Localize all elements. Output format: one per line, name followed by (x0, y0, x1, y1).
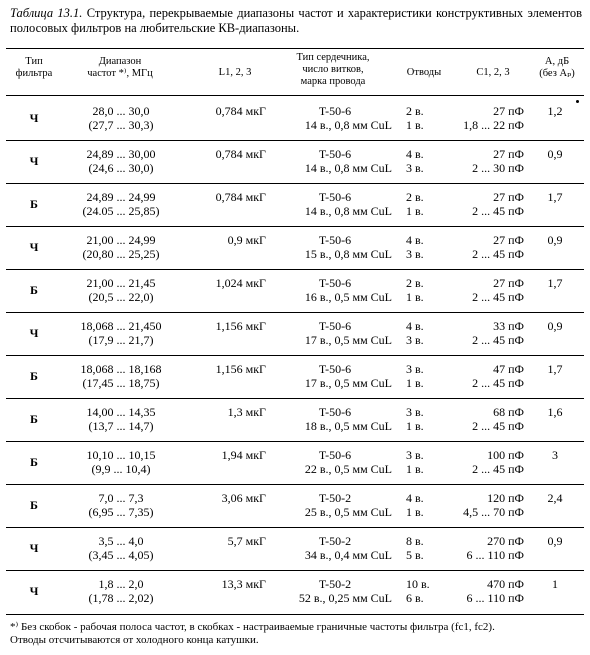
cell-winding: 52 в., 0,25 мм CuL (298, 591, 392, 605)
cell-type: Б (30, 498, 38, 512)
cell-trimmer: 2 ... 30 пФ (472, 161, 524, 175)
cell-tap-2: 1 в. (406, 118, 424, 132)
row-divider (6, 226, 584, 227)
cell-tap-2: 1 в. (406, 204, 424, 218)
cell-inductance: 1,156 мкГ (215, 362, 266, 376)
cell-core-type: T-50-6 (318, 190, 352, 204)
cell-range-tunable: (20,80 ... 25,25) (82, 247, 160, 261)
cell-range-working: 28,0 ... 30,0 (92, 104, 150, 118)
cell-tap-2: 1 в. (406, 419, 424, 433)
cell-tap-2: 3 в. (406, 161, 424, 175)
cell-type: Ч (29, 326, 39, 340)
cell-tap-1: 2 в. (406, 276, 424, 290)
row-divider (6, 183, 584, 184)
cell-range-tunable: (27,7 ... 30,3) (88, 118, 154, 132)
cell-core-type: T-50-6 (318, 276, 352, 290)
cell-range-working: 24,89 ... 24,99 (86, 190, 156, 204)
row-divider (6, 355, 584, 356)
cell-type: Ч (29, 240, 39, 254)
cell-tap-1: 3 в. (406, 405, 424, 419)
cell-winding: 14 в., 0,8 мм CuL (304, 204, 392, 218)
cell-capacitance: 120 пФ (487, 491, 524, 505)
cell-range-tunable: (1,78 ... 2,02) (88, 591, 154, 605)
cell-capacitance: 47 пФ (493, 362, 524, 376)
cell-core-type: T-50-6 (318, 319, 352, 333)
cell-capacitance: 270 пФ (487, 534, 524, 548)
cell-attenuation: 0,9 (547, 534, 563, 548)
cell-range-tunable: (9,9 ... 10,4) (91, 462, 151, 476)
cell-tap-1: 4 в. (406, 147, 424, 161)
cell-type: Б (30, 412, 38, 426)
cell-tap-1: 2 в. (406, 104, 424, 118)
cell-tap-1: 4 в. (406, 233, 424, 247)
cell-capacitance: 27 пФ (493, 104, 524, 118)
cell-core-type: T-50-2 (318, 577, 352, 591)
cell-attenuation: 0,9 (547, 233, 563, 247)
cell-attenuation: 1 (552, 577, 558, 591)
cell-capacitance: 27 пФ (493, 233, 524, 247)
row-divider (6, 269, 584, 270)
cell-range-tunable: (24.05 ... 25,85) (82, 204, 160, 218)
cell-type: Ч (29, 111, 39, 125)
table-top-rule (6, 48, 584, 49)
cell-attenuation: 1,7 (547, 276, 563, 290)
header-attenuation: A, дБ (без Aₚ) (539, 56, 575, 79)
cell-inductance: 13,3 мкГ (221, 577, 266, 591)
cell-tap-2: 1 в. (406, 290, 424, 304)
cell-inductance: 1,94 мкГ (221, 448, 266, 462)
cell-range-tunable: (13,7 ... 14,7) (88, 419, 154, 433)
cell-type: Б (30, 369, 38, 383)
stray-mark (576, 100, 579, 103)
cell-type: Б (30, 197, 38, 211)
cell-attenuation: 1,2 (547, 104, 563, 118)
cell-tap-1: 2 в. (406, 190, 424, 204)
cell-winding: 25 в., 0,5 мм CuL (304, 505, 392, 519)
table-caption (10, 6, 582, 36)
cell-inductance: 1,024 мкГ (215, 276, 266, 290)
cell-winding: 17 в., 0,5 мм CuL (304, 333, 392, 347)
cell-range-tunable: (24,6 ... 30,0) (88, 161, 154, 175)
cell-range-working: 3,5 ... 4,0 (98, 534, 144, 548)
cell-range-working: 21,00 ... 24,99 (86, 233, 156, 247)
cell-core-type: T-50-6 (318, 104, 352, 118)
cell-tap-2: 1 в. (406, 376, 424, 390)
cell-winding: 15 в., 0,8 мм CuL (304, 247, 392, 261)
cell-trimmer: 2 ... 45 пФ (472, 462, 524, 476)
cell-capacitance: 27 пФ (493, 190, 524, 204)
cell-range-working: 18,068 ... 21,450 (80, 319, 162, 333)
cell-winding: 17 в., 0,5 мм CuL (304, 376, 392, 390)
cell-range-working: 10,10 ... 10,15 (86, 448, 156, 462)
cell-tap-1: 8 в. (406, 534, 424, 548)
cell-core-type: T-50-6 (318, 448, 352, 462)
header-l: L1, 2, 3 (218, 67, 252, 78)
cell-winding: 14 в., 0,8 мм CuL (304, 161, 392, 175)
cell-inductance: 1,3 мкГ (227, 405, 266, 419)
row-divider (6, 398, 584, 399)
cell-tap-1: 4 в. (406, 491, 424, 505)
caption-text: Структура, перекрываемые диапазоны частот и характеристики конструктивных элементов полосовых фильтров на любительские КВ-диапазоны. (10, 6, 582, 35)
cell-inductance: 0,784 мкГ (215, 190, 266, 204)
cell-inductance: 1,156 мкГ (215, 319, 266, 333)
cell-trimmer: 4,5 ... 70 пФ (463, 505, 524, 519)
footnote (10, 621, 582, 647)
cell-winding: 14 в., 0,8 мм CuL (304, 118, 392, 132)
cell-range-working: 24,89 ... 30,00 (86, 147, 156, 161)
cell-attenuation: 1,7 (547, 362, 563, 376)
cell-tap-2: 1 в. (406, 505, 424, 519)
cell-tap-2: 5 в. (406, 548, 424, 562)
cell-inductance: 0,784 мкГ (215, 104, 266, 118)
cell-core-type: T-50-6 (318, 405, 352, 419)
cell-trimmer: 2 ... 45 пФ (472, 376, 524, 390)
cell-tap-1: 4 в. (406, 319, 424, 333)
cell-range-tunable: (20,5 ... 22,0) (88, 290, 154, 304)
header-range: Диапазон частот *⁾, МГц (87, 56, 153, 79)
cell-range-working: 18,068 ... 18,168 (80, 362, 162, 376)
cell-attenuation: 1,6 (547, 405, 563, 419)
table-bottom-rule (6, 614, 584, 615)
cell-inductance: 0,9 мкГ (227, 233, 266, 247)
row-divider (6, 484, 584, 485)
cell-trimmer: 2 ... 45 пФ (472, 333, 524, 347)
cell-inductance: 3,06 мкГ (221, 491, 266, 505)
cell-tap-1: 3 в. (406, 448, 424, 462)
cell-trimmer: 6 ... 110 пФ (466, 548, 524, 562)
cell-inductance: 0,784 мкГ (215, 147, 266, 161)
cell-capacitance: 470 пФ (487, 577, 524, 591)
cell-type: Ч (29, 154, 39, 168)
cell-attenuation: 2,4 (547, 491, 563, 505)
row-divider (6, 441, 584, 442)
cell-tap-1: 10 в. (406, 577, 430, 591)
cell-trimmer: 2 ... 45 пФ (472, 247, 524, 261)
cell-tap-2: 3 в. (406, 247, 424, 261)
cell-trimmer: 2 ... 45 пФ (472, 290, 524, 304)
header-core: Тип сердечника, число витков, марка провода (296, 52, 370, 87)
cell-core-type: T-50-6 (318, 362, 352, 376)
cell-core-type: T-50-2 (318, 491, 352, 505)
cell-range-working: 7,0 ... 7,3 (98, 491, 144, 505)
cell-capacitance: 68 пФ (493, 405, 524, 419)
cell-attenuation: 0,9 (547, 147, 563, 161)
cell-tap-2: 6 в. (406, 591, 424, 605)
row-divider (6, 140, 584, 141)
cell-winding: 18 в., 0,5 мм CuL (304, 419, 392, 433)
cell-type: Ч (29, 541, 39, 555)
caption-label: Таблица 13.1. (10, 6, 83, 20)
cell-range-working: 14,00 ... 14,35 (86, 405, 156, 419)
cell-trimmer: 2 ... 45 пФ (472, 204, 524, 218)
footnote-line-1: *⁾ Без скобок - рабочая полоса частот, в скобках - настраиваемые граничные частоты фильтра (fc1, fc2). (10, 621, 495, 633)
cell-winding: 34 в., 0,4 мм CuL (304, 548, 392, 562)
cell-core-type: T-50-6 (318, 233, 352, 247)
header-type: Тип фильтра (15, 56, 53, 79)
cell-tap-1: 3 в. (406, 362, 424, 376)
cell-tap-2: 3 в. (406, 333, 424, 347)
cell-trimmer: 1,8 ... 22 пФ (463, 118, 524, 132)
header-bottom-rule (6, 95, 584, 96)
cell-winding: 16 в., 0,5 мм CuL (304, 290, 392, 304)
row-divider (6, 570, 584, 571)
cell-core-type: T-50-2 (318, 534, 352, 548)
cell-capacitance: 27 пФ (493, 276, 524, 290)
cell-attenuation: 0,9 (547, 319, 563, 333)
cell-capacitance: 27 пФ (493, 147, 524, 161)
cell-core-type: T-50-6 (318, 147, 352, 161)
cell-winding: 22 в., 0,5 мм CuL (304, 462, 392, 476)
cell-inductance: 5,7 мкГ (227, 534, 266, 548)
cell-capacitance: 33 пФ (493, 319, 524, 333)
cell-capacitance: 100 пФ (487, 448, 524, 462)
cell-type: Б (30, 455, 38, 469)
cell-tap-2: 1 в. (406, 462, 424, 476)
header-taps: Отводы (406, 67, 442, 78)
cell-trimmer: 6 ... 110 пФ (466, 591, 524, 605)
cell-type: Б (30, 283, 38, 297)
row-divider (6, 527, 584, 528)
header-c: C1, 2, 3 (476, 67, 510, 78)
cell-range-tunable: (6,95 ... 7,35) (88, 505, 154, 519)
row-divider (6, 312, 584, 313)
cell-trimmer: 2 ... 45 пФ (472, 419, 524, 433)
cell-range-working: 21,00 ... 21,45 (86, 276, 156, 290)
footnote-line-2: Отводы отсчитываются от холодного конца катушки. (10, 634, 259, 646)
cell-range-tunable: (17,9 ... 21,7) (88, 333, 154, 347)
cell-attenuation: 1,7 (547, 190, 563, 204)
cell-range-tunable: (3,45 ... 4,05) (88, 548, 154, 562)
cell-attenuation: 3 (552, 448, 558, 462)
cell-type: Ч (29, 584, 39, 598)
cell-range-working: 1,8 ... 2,0 (98, 577, 144, 591)
cell-range-tunable: (17,45 ... 18,75) (82, 376, 160, 390)
